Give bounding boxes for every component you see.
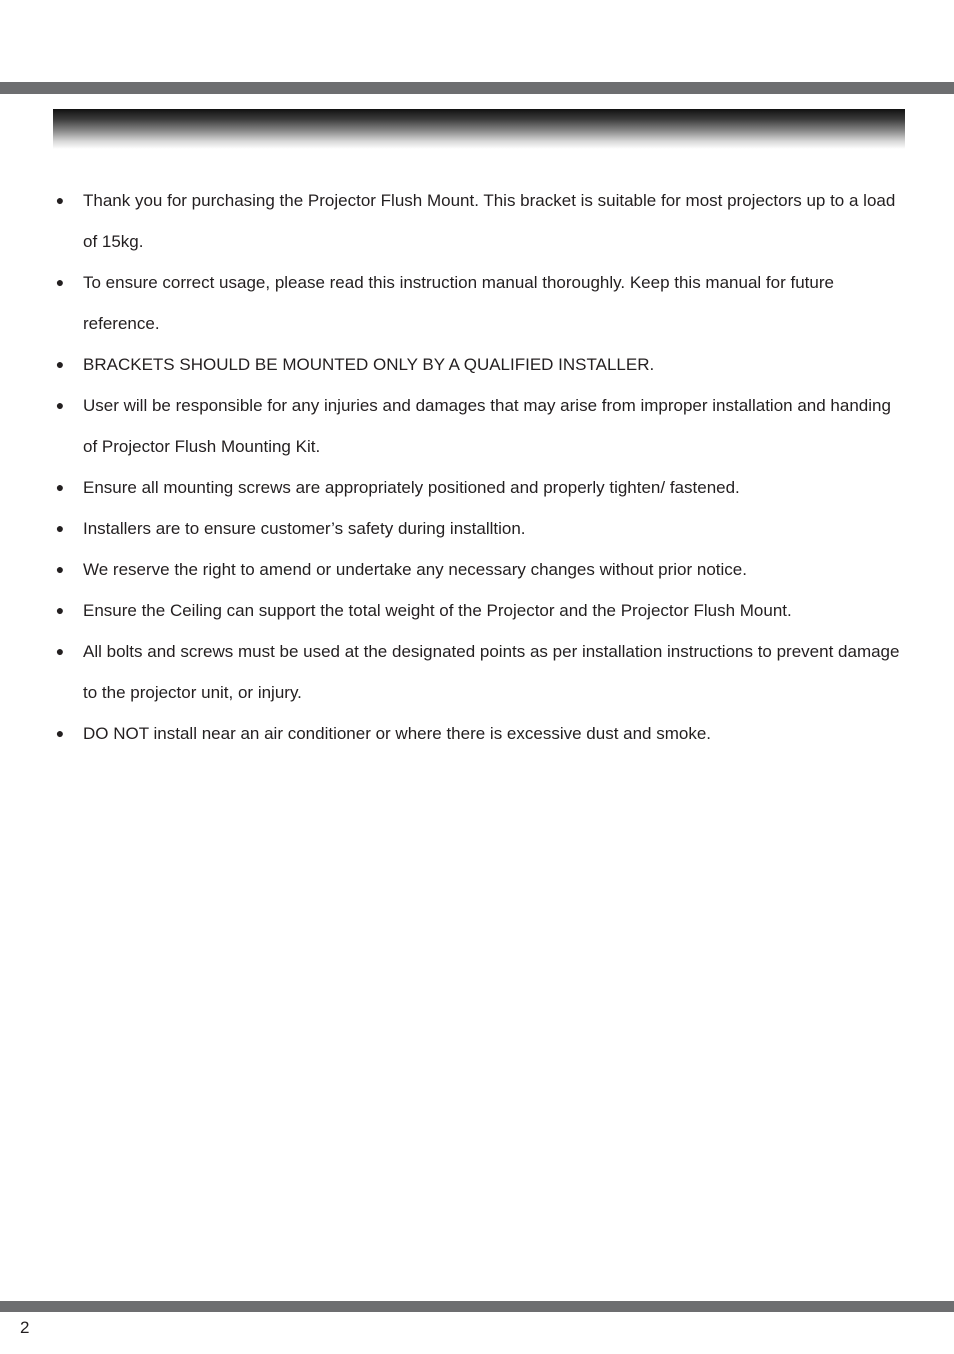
page-number: 2 [20,1318,30,1337]
notice-text: All bolts and screws must be used at the designated points as per installation instructions to prevent damage to the projector unit, or injury. [83,642,900,702]
bullet-icon: ● [55,643,65,659]
notice-text: We reserve the right to amend or undertake any necessary changes without prior notice. [83,560,747,579]
list-item [53,344,905,385]
section-header-band [53,109,905,149]
notice-text: To ensure correct usage, please read this instruction manual thoroughly. Keep this manual for future reference. [83,273,834,333]
bullet-icon: ● [55,602,65,618]
list-item [53,713,905,754]
bullet-icon: ● [55,561,65,577]
list-item [53,508,905,549]
bullet-icon: ● [55,274,65,290]
bullet-icon: ● [55,192,65,208]
safety-notice-list [53,180,905,754]
notice-text: Installers are to ensure customer’s safety during installtion. [83,519,526,538]
list-item [53,262,905,344]
top-divider-bar [0,82,954,94]
notice-text: User will be responsible for any injuries and damages that may arise from improper installation and handing of Projector Flush Mounting Kit. [83,396,891,456]
list-item [53,631,905,713]
notice-text: BRACKETS SHOULD BE MOUNTED ONLY BY A QUALIFIED INSTALLER. [83,355,655,374]
list-item [53,549,905,590]
bullet-icon: ● [55,356,65,372]
list-item [53,467,905,508]
notice-text: Ensure all mounting screws are appropriately positioned and properly tighten/ fastened. [83,478,740,497]
notice-text: Ensure the Ceiling can support the total weight of the Projector and the Projector Flush Mount. [83,601,792,620]
bullet-icon: ● [55,479,65,495]
notice-text: DO NOT install near an air conditioner or where there is excessive dust and smoke. [83,724,712,743]
bullet-icon: ● [55,725,65,741]
bullet-icon: ● [55,397,65,413]
list-item [53,385,905,467]
bullet-icon: ● [55,520,65,536]
notice-text: Thank you for purchasing the Projector Flush Mount. This bracket is suitable for most projectors up to a load of 15kg. [83,191,896,251]
list-item [53,590,905,631]
list-item [53,180,905,262]
bottom-divider-bar [0,1301,954,1312]
